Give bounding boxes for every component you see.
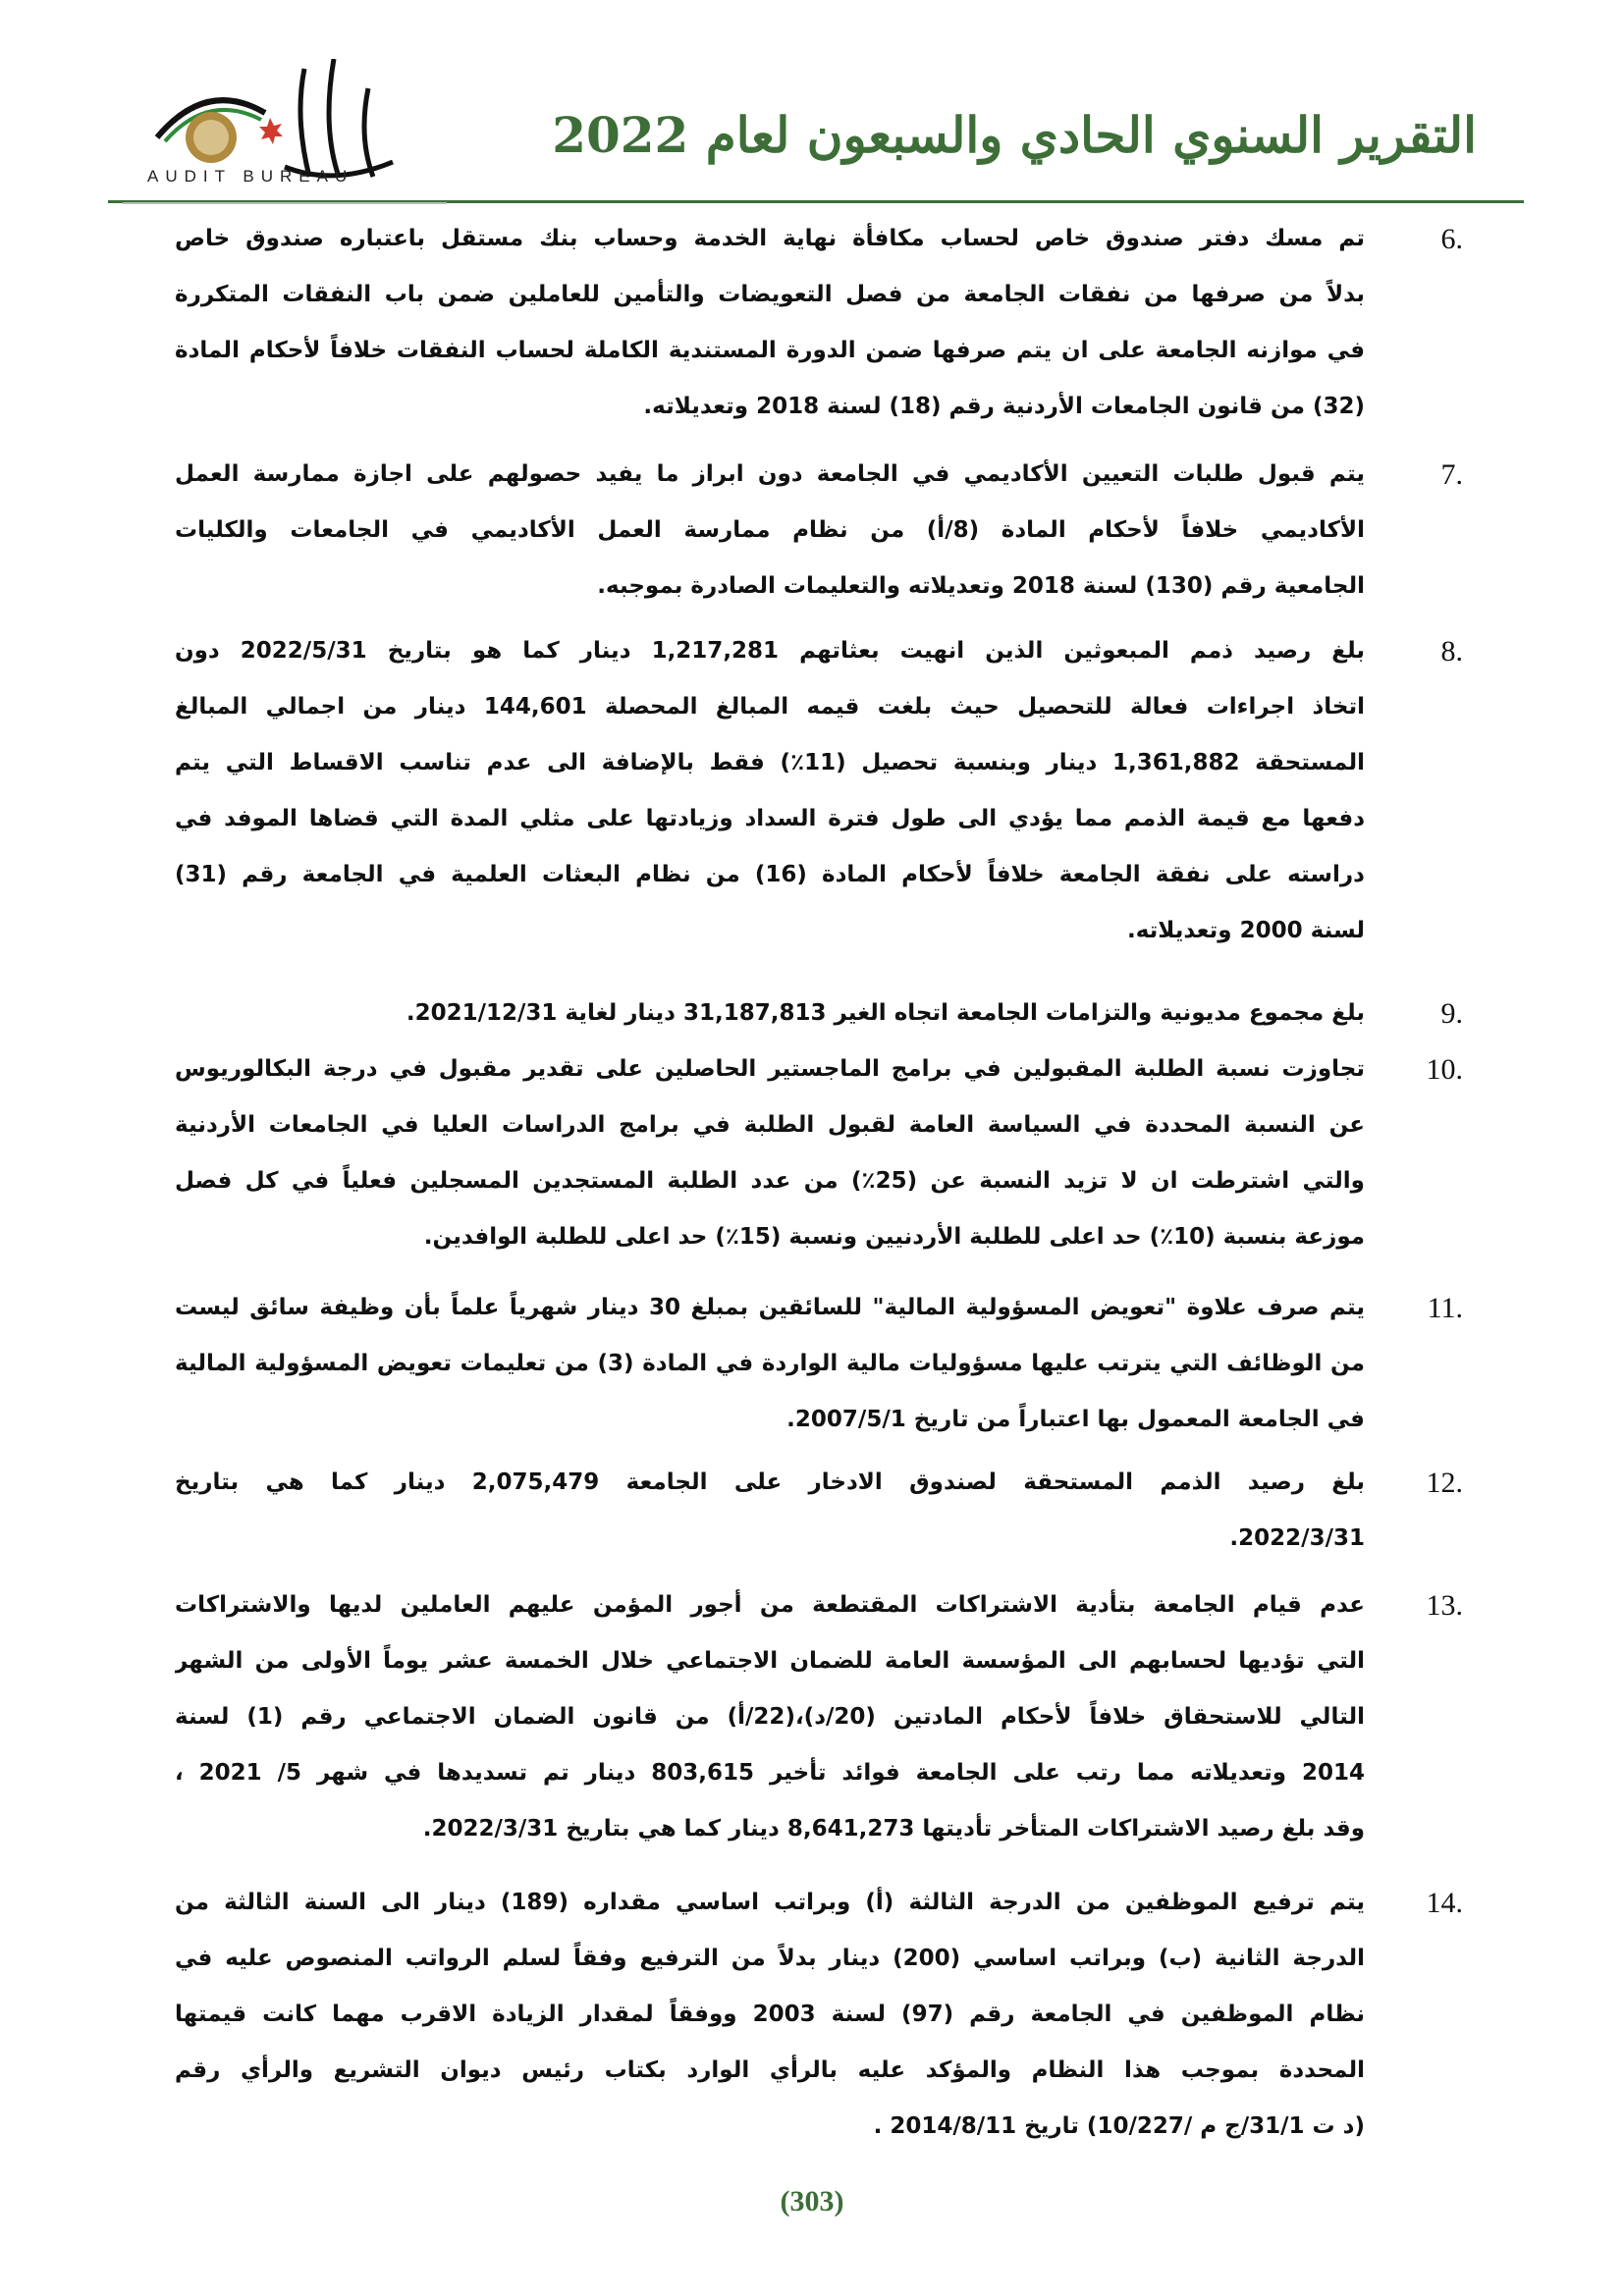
finding-item xyxy=(175,1455,1463,1567)
item-text-line: 2022/3/31. xyxy=(1229,1525,1365,1551)
item-text-line: عدم قيام الجامعة بتأدية الاشتراكات المقتطعة من أجور المؤمن عليهم العاملين لديها والاشتراكات xyxy=(175,1592,1365,1618)
item-text-line: يتم صرف علاوة "تعويض المسؤولية المالية" للسائقين بمبلغ 30 دينار شهرياً علماً بأن وظيفة سائق ليست xyxy=(175,1295,1365,1320)
item-text-line: موزعة بنسبة (10٪) حد اعلى للطلبة الأردنيين ونسبة (15٪) حد اعلى للطلبة الوافدين. xyxy=(423,1224,1365,1250)
item-text-line: بلغ رصيد الذمم المستحقة لصندوق الادخار على الجامعة 2,075,479 دينار كما هي بتاريخ xyxy=(175,1469,1365,1495)
finding-item xyxy=(175,986,1463,1041)
item-text-line: بلغ رصيد ذمم المبعوثين الذين انهيت بعثاتهم 1,217,281 دينار كما هو بتاريخ 2022/5/31 دون xyxy=(175,638,1365,664)
finding-item xyxy=(175,1875,1463,2155)
page-number: (303) xyxy=(780,2185,844,2217)
item-text-line: عن النسبة المحددة في السياسة العامة لقبول الطلبة في برامج الدراسات العليا في الجامعات الأردنية xyxy=(175,1112,1365,1138)
item-text-line: 2014 وتعديلاته مما رتب على الجامعة فوائد تأخير 803,615 دينار تم تسديدها في شهر 5/ 2021 ، xyxy=(175,1760,1365,1786)
item-number: 6. xyxy=(1440,223,1463,255)
item-text-line: دفعها مع قيمة الذمم مما يؤدي الى طول فترة السداد وزيادتها على مثلي المدة التي قضاها الموفد في xyxy=(175,806,1365,831)
item-number: 10. xyxy=(1426,1053,1463,1086)
logo-english-text: AUDIT BUREAU xyxy=(147,167,354,186)
item-text-line: تم مسك دفتر صندوق خاص لحساب مكافأة نهاية الخدمة وحساب بنك مستقل باعتباره صندوق خاص xyxy=(175,226,1365,251)
header-divider-accent xyxy=(123,202,447,204)
item-text-line: اتخاذ اجراءات فعالة للتحصيل حيث بلغت قيمه المبالغ المحصلة 144,601 دينار من اجمالي المبالغ xyxy=(175,694,1365,720)
item-text-line: بدلاً من صرفها من نفقات الجامعة من فصل التعويضات والتأمين للعاملين ضمن باب النفقات المتكررة xyxy=(175,282,1365,307)
item-text-line: يتم قبول طلبات التعيين الأكاديمي في الجامعة دون ابراز ما يفيد حصولهم على اجازة ممارسة العمل xyxy=(175,461,1365,487)
finding-item xyxy=(175,211,1463,435)
item-text-line: الجامعية رقم (130) لسنة 2018 وتعديلاته والتعليمات الصادرة بموجبه. xyxy=(597,573,1365,599)
item-text-line: يتم ترفيع الموظفين من الدرجة الثالثة (أ) وبراتب اساسي مقداره (189) دينار الى السنة الثالثة من xyxy=(175,1890,1365,1915)
item-text-line: التي تؤديها لحسابهم الى المؤسسة العامة للضمان الاجتماعي خلال الخمسة عشر يوماً الأولى من الشهر xyxy=(175,1648,1365,1674)
item-number: 7. xyxy=(1440,458,1463,491)
item-text-line: تجاوزت نسبة الطلبة المقبولين في برامج الماجستير الحاصلين على تقدير مقبول في درجة البكالوريوس xyxy=(175,1056,1365,1082)
item-text-line: في الجامعة المعمول بها اعتباراً من تاريخ 2007/5/1. xyxy=(786,1407,1365,1432)
item-number: 14. xyxy=(1426,1887,1463,1919)
item-text-line: بلغ مجموع مديونية والتزامات الجامعة اتجاه الغير 31,187,813 دينار لغاية 2021/12/31. xyxy=(406,1000,1365,1026)
item-text-line: الدرجة الثانية (ب) وبراتب اساسي (200) دينار بدلاً من الترفيع وفقاً لسلم الرواتب المنصوص عليه في xyxy=(175,1946,1365,1971)
item-text-line: المحددة بموجب هذا النظام والمؤكد عليه بالرأي الوارد بكتاب رئيس ديوان التشريع والرأي رقم xyxy=(175,2057,1365,2083)
item-text-line: وقد بلغ رصيد الاشتراكات المتأخر تأديتها 8,641,273 دينار كما هي بتاريخ 2022/3/31. xyxy=(422,1816,1365,1842)
item-text-line: المستحقة 1,361,882 دينار وبنسبة تحصيل (11٪) فقط بالإضافة الى عدم تناسب الاقساط التي يتم xyxy=(175,750,1365,775)
item-text-line: لسنة 2000 وتعديلاته. xyxy=(1126,918,1365,943)
item-text-line: التالي للاستحقاق خلافاً لأحكام المادتين (20/د)،(22/أ) من قانون الضمان الاجتماعي رقم (1) لسنة xyxy=(175,1704,1365,1730)
item-text-line: الأكاديمي خلافاً لأحكام المادة (8/أ) من نظام ممارسة العمل الأكاديمي في الجامعات والكليات xyxy=(175,517,1365,543)
item-text-line: من الوظائف التي يترتب عليها مسؤوليات مالية الواردة في المادة (3) من تعليمات تعويض المسؤولية المالية xyxy=(175,1351,1365,1376)
finding-item xyxy=(175,1280,1463,1448)
report-title: التقرير السنوي الحادي والسبعون لعام 2022 xyxy=(552,106,1477,164)
finding-item xyxy=(175,1041,1463,1265)
item-text-line: (32) من قانون الجامعات الأردنية رقم (18) لسنة 2018 وتعديلاته. xyxy=(643,394,1365,419)
item-text-line: (د ت 31/1/ج م /10/227) تاريخ 2014/8/11 . xyxy=(873,2113,1365,2139)
finding-item xyxy=(175,623,1463,959)
item-text-line: نظام الموظفين في الجامعة رقم (97) لسنة 2003 ووفقاً لمقدار الزيادة الاقرب مهما كانت قيمتها xyxy=(175,2002,1365,2027)
item-number: 9. xyxy=(1440,997,1463,1030)
item-text-line: والتي اشترطت ان لا تزيد النسبة عن (25٪) من عدد الطلبة المستجدين المسجلين فعلياً في كل فصل xyxy=(175,1168,1365,1194)
item-text-line: في موازنه الجامعة على ان يتم صرفها ضمن الدورة المستندية الكاملة لحساب النفقات خلافاً لأحكام المادة xyxy=(175,338,1365,363)
item-text-line: دراسته على نفقة الجامعة خلافاً لأحكام المادة (16) من نظام البعثات العلمية في الجامعة رقم (31) xyxy=(175,862,1365,887)
finding-item xyxy=(175,1577,1463,1857)
finding-item xyxy=(175,447,1463,614)
item-number: 11. xyxy=(1427,1292,1463,1324)
item-number: 13. xyxy=(1426,1589,1463,1622)
item-number: 12. xyxy=(1426,1467,1463,1499)
item-number: 8. xyxy=(1440,635,1463,667)
